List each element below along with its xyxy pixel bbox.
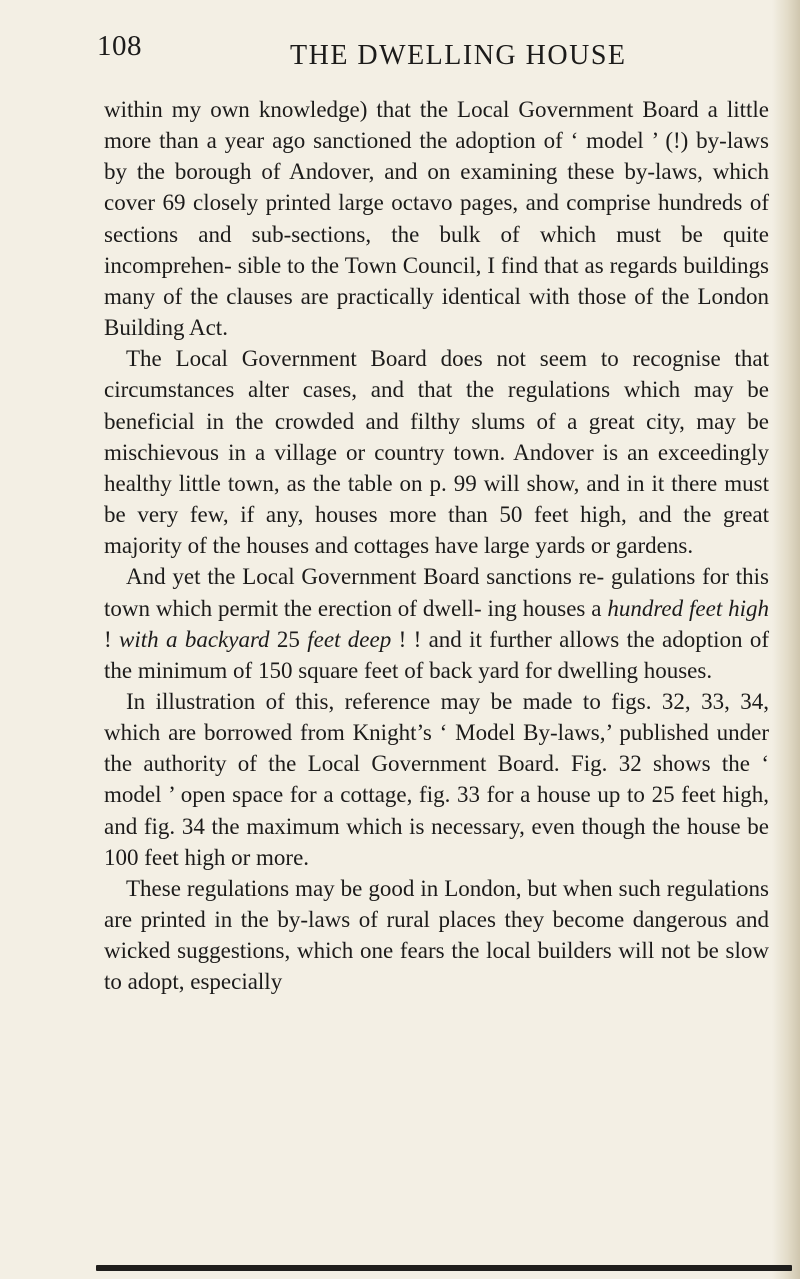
bottom-rule xyxy=(96,1265,792,1271)
paragraph-3 xyxy=(104,561,769,686)
paragraph-3-text-b: ! xyxy=(104,626,120,652)
paragraph-2: The Local Government Board does not seem to recognise that circumstances alter cases, and that the regulations which may be beneficial in the crowded and filthy slums of a great city, may be mischievous in a village or country town. Andover is an exceedingly healthy little town, as the table on p. 99 will show, and in it there must be very few, if any, houses more than 50 feet high, and the great majority of the houses and cottages have large yards or gardens. xyxy=(104,346,769,559)
paragraph-3-number: 25 xyxy=(269,626,308,652)
page-edge-shadow xyxy=(772,0,800,1279)
running-head: THE DWELLING HOUSE xyxy=(290,40,627,71)
italic-phrase-hundred-feet-high: hundred feet high xyxy=(607,595,769,621)
paragraph-3-text-a: And yet the Local Government Board sanctions re- gulations for this town which permit the erection of dwell- ing houses a xyxy=(104,564,769,621)
page-number: 108 xyxy=(97,30,142,62)
paragraph-3-text-c: ! ! and it further allows the adoption of the minimum of 150 square feet of back yard for dwelling houses. xyxy=(104,626,770,683)
italic-phrase-feet-deep: feet deep xyxy=(307,626,392,652)
paragraph-5: These regulations may be good in London, but when such regulations are printed in the by-laws of rural places they become dangerous and wicked suggestions, which one fears the local builders will not be slow to adopt, especially xyxy=(104,875,769,995)
italic-phrase-backyard: with a backyard xyxy=(119,626,270,652)
body-text xyxy=(104,94,769,998)
page-header xyxy=(0,30,800,80)
paragraph-4: In illustration of this, reference may be made to figs. 32, 33, 34, which are borrowed from Knight’s ‘ Model By-laws,’ published under the authority of the Local Government Board. Fig. 32 shows the ‘ model ’ open space for a cottage, fig. 33 for a house up to 25 feet high, and fig. 34 the maximum which is necessary, even though the house be 100 feet high or more. xyxy=(104,688,769,870)
paragraph-1: within my own knowledge) that the Local Government Board a little more than a year ago sanctioned the adoption of ‘ model ’ (!) by-laws by the borough of Andover, and on examining these by-laws, which cover 69 closely printed large octavo pages, and comprise hundreds of sections and sub-sections, the bulk of which must be quite incomprehen- sible to the Town Council, I find that as regards buildings many of the clauses are practically identical with those of the London Building Act. xyxy=(104,97,769,341)
